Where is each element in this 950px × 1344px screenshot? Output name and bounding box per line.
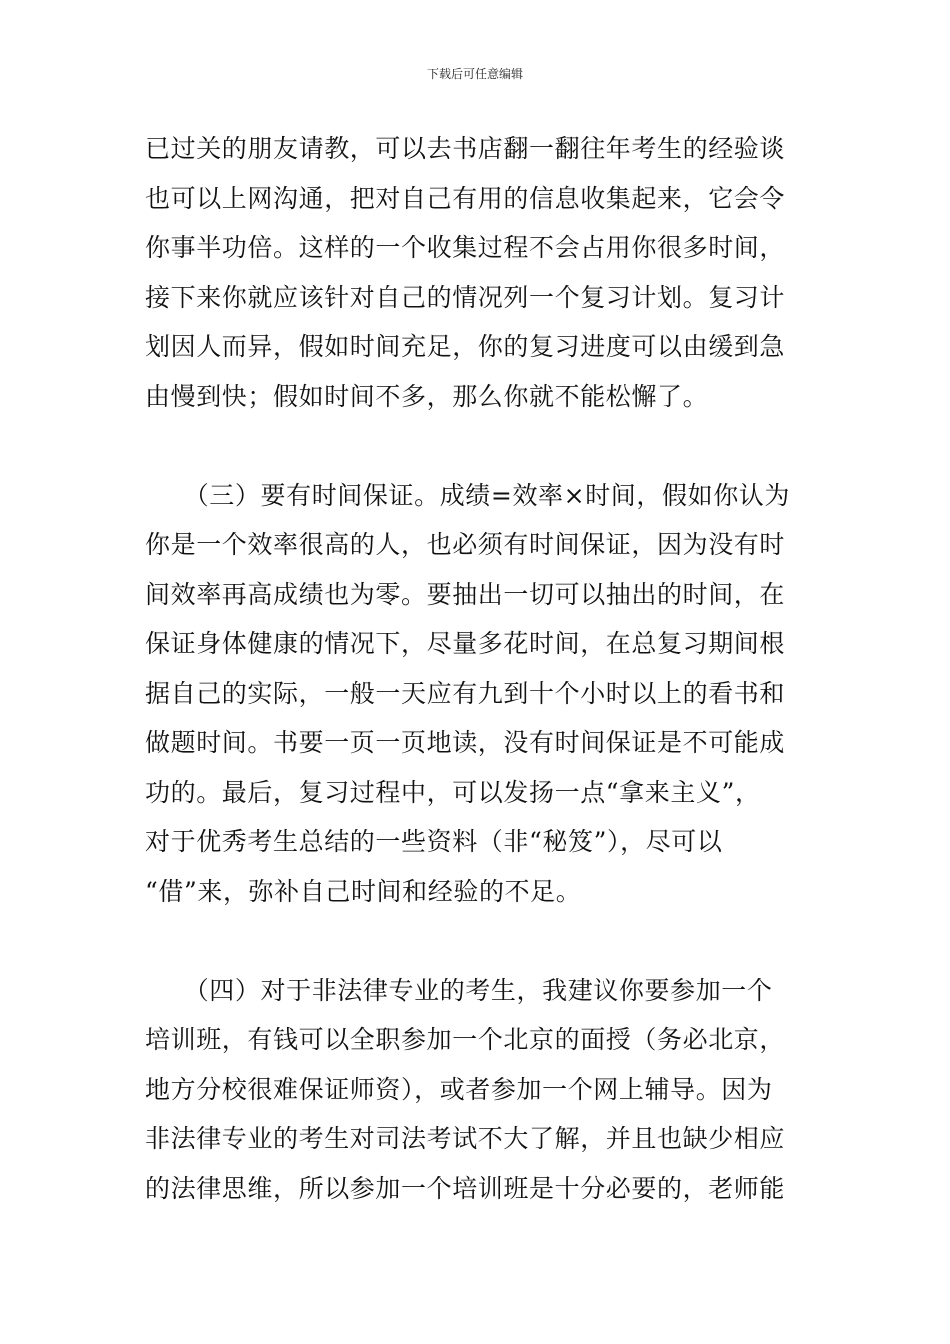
text-line: 划因人而异，假如时间充足，你的复习进度可以由缓到急 (145, 332, 786, 361)
paragraph-1 (145, 124, 810, 421)
paragraph-spacer (145, 916, 810, 966)
text-line: 你是一个效率很高的人，也必须有时间保证，因为没有时 (145, 530, 786, 559)
text-line: 接下来你就应该针对自己的情况列一个复习计划。复习计 (145, 282, 786, 312)
text-line: 保证身体健康的情况下，尽量多花时间，在总复习期间根 (145, 629, 786, 658)
text-line: 非法律专业的考生对司法考试不大了解，并且也缺少相应 (145, 1124, 786, 1153)
paragraph-3 (145, 966, 810, 1214)
text-line: 做题时间。书要一页一页地读，没有时间保证是不可能成 (145, 728, 786, 757)
text-line: 培训班，有钱可以全职参加一个北京的面授（务必北京， (145, 1025, 786, 1054)
text-line: 对于优秀考生总结的一些资料（非“秘笈”），尽可以 (145, 827, 723, 856)
text-line: 功的。最后，复习过程中，可以发扬一点“拿来主义”， (145, 777, 761, 807)
text-line: 也可以上网沟通，把对自己有用的信息收集起来，它会令 (145, 183, 786, 213)
text-line: （四）对于非法律专业的考生，我建议你要参加一个 (145, 975, 773, 1005)
paragraph-spacer (145, 421, 810, 471)
text-line: 由慢到快；假如时间不多，那么你就不能松懈了。 (145, 381, 709, 411)
text-line: 已过关的朋友请教，可以去书店翻一翻往年考生的经验谈 (145, 134, 786, 163)
text-line: （三）要有时间保证。成绩=效率×时间，假如你认为 (145, 480, 790, 510)
text-line: “借”来，弥补自己时间和经验的不足。 (145, 876, 582, 906)
text-line: 间效率再高成绩也为零。要抽出一切可以抽出的时间，在 (145, 579, 786, 609)
page-header: 下载后可任意编辑 (426, 67, 523, 81)
paragraph-2 (145, 471, 810, 917)
document-body (145, 124, 810, 1213)
text-line: 据自己的实际，一般一天应有九到十个小时以上的看书和 (145, 678, 786, 708)
text-line: 你事半功倍。这样的一个收集过程不会占用你很多时间， (145, 233, 786, 262)
text-line: 地方分校很难保证师资），或者参加一个网上辅导。因为 (145, 1074, 773, 1104)
text-line: 的法律思维，所以参加一个培训班是十分必要的，老师能 (145, 1173, 786, 1203)
